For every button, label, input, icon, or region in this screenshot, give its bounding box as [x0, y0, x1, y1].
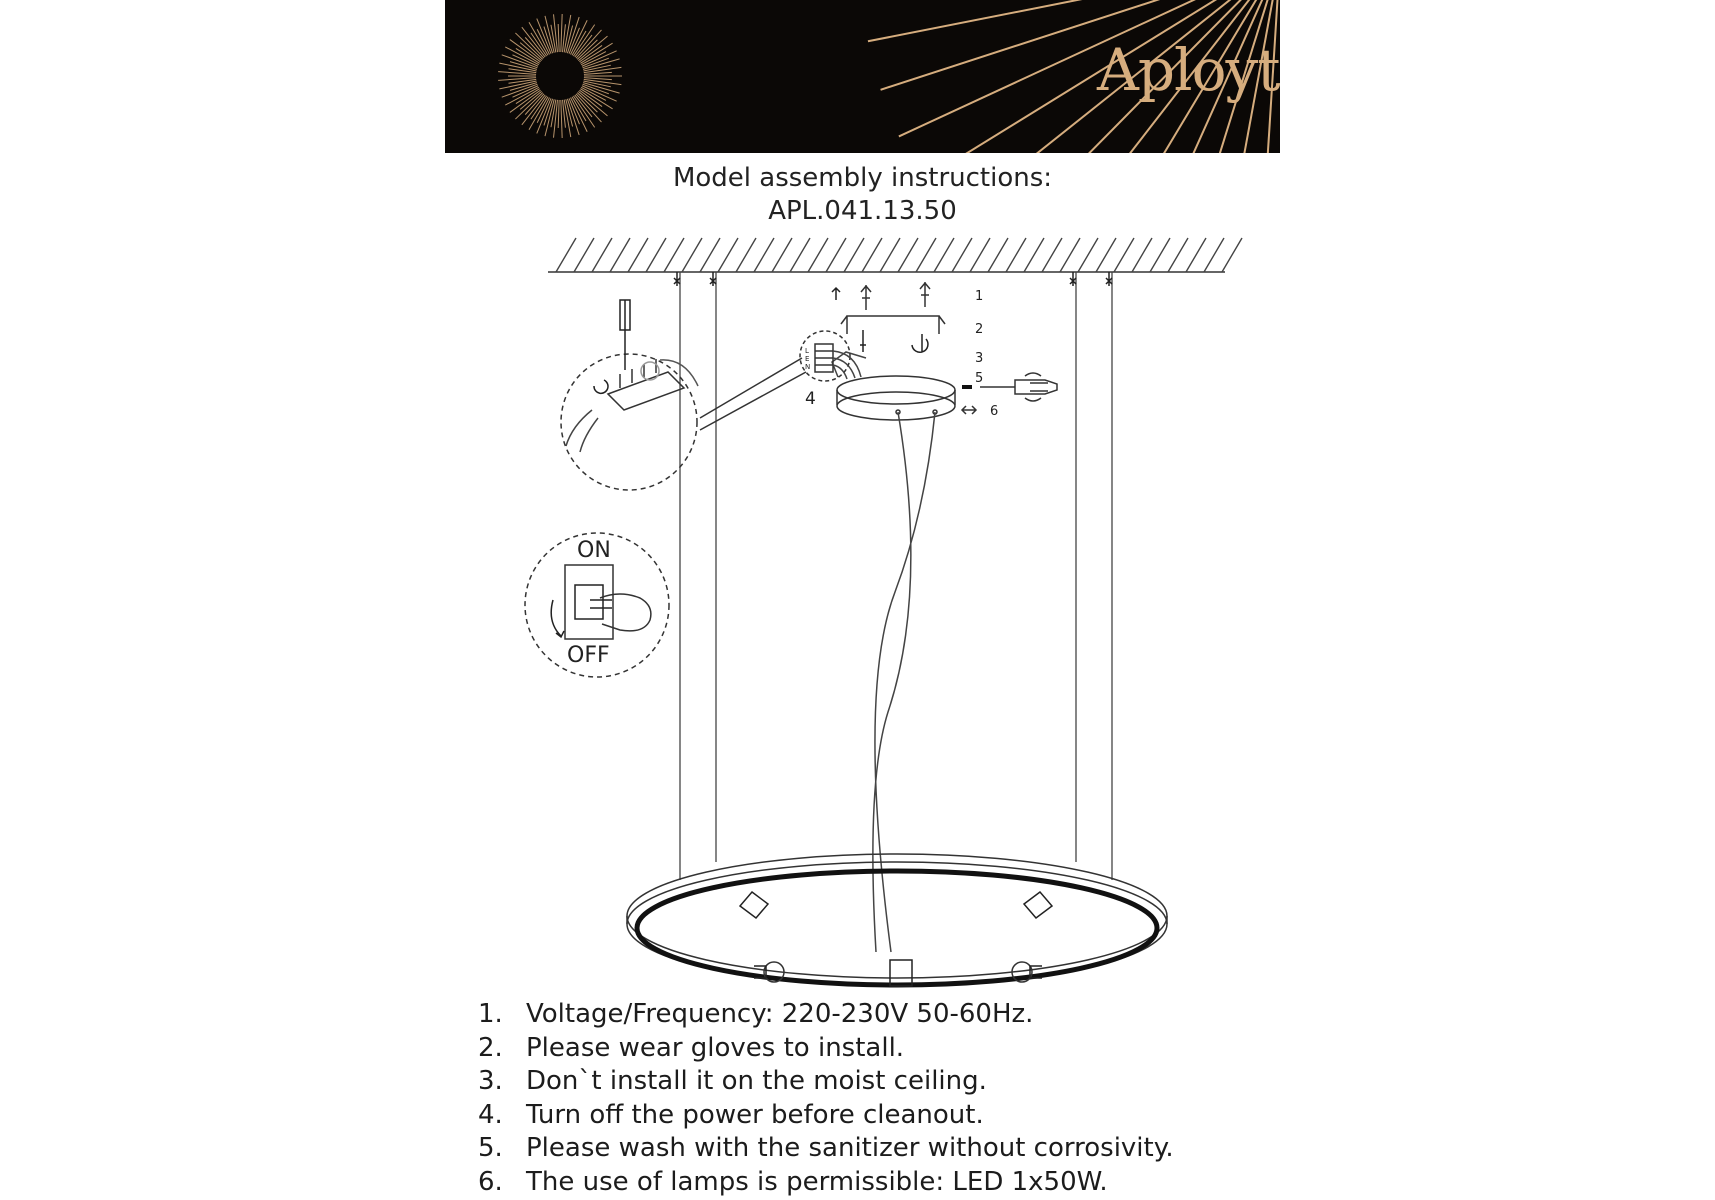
note-number: 3. [478, 1066, 503, 1097]
led-ring [627, 854, 1167, 986]
terminal-label-l: L [805, 347, 809, 355]
step-marker-1: 1 [975, 289, 984, 304]
note-text: Turn off the power before cleanout. [526, 1099, 984, 1130]
note-number: 6. [478, 1166, 503, 1197]
switch-on-label: ON [577, 538, 611, 563]
step-marker-2: 2 [975, 322, 984, 337]
wiring-detail [561, 300, 698, 490]
note-text: Voltage/Frequency: 220-230V 50-60Hz. [526, 999, 1034, 1029]
step-marker-5: 5 [975, 371, 984, 386]
mounting-bracket [832, 282, 945, 352]
list-item [478, 1065, 1174, 1099]
list-item [478, 1132, 1174, 1166]
terminal-block-callout [700, 331, 861, 430]
terminal-label-e: E [805, 355, 810, 363]
note-text: Please wash with the sanitizer without corrosivity. [526, 1133, 1174, 1164]
note-number: 4. [478, 1099, 503, 1130]
note-number: 1. [478, 999, 503, 1029]
suspension-cables [680, 272, 1112, 880]
safety-notes [478, 998, 1174, 1200]
note-text: Don`t install it on the moist ceiling. [526, 1066, 987, 1097]
list-item [478, 998, 1174, 1032]
note-number: 2. [478, 1032, 503, 1063]
note-text: Please wear gloves to install. [526, 1032, 905, 1063]
list-item [478, 1099, 1174, 1133]
step-marker-6: 6 [990, 404, 999, 419]
step-marker-3: 3 [975, 351, 984, 366]
note-number: 5. [478, 1133, 503, 1164]
terminal-label-n: N [805, 363, 811, 371]
title-text: Model assembly instructions: [672, 163, 1053, 193]
brand-logo-text: Aployt [1097, 36, 1280, 104]
note-text: The use of lamps is permissible: LED 1x50W. [526, 1166, 1108, 1197]
list-item [478, 1166, 1174, 1200]
rotate-arrow [962, 406, 976, 414]
switch-off-label: OFF [567, 643, 610, 668]
ceiling [548, 238, 1242, 272]
ceiling-anchors [674, 272, 1112, 286]
step-marker-4: 4 [805, 389, 816, 409]
list-item [478, 1032, 1174, 1066]
model-number: APL.041.13.50 [768, 196, 957, 226]
canopy [832, 352, 955, 420]
